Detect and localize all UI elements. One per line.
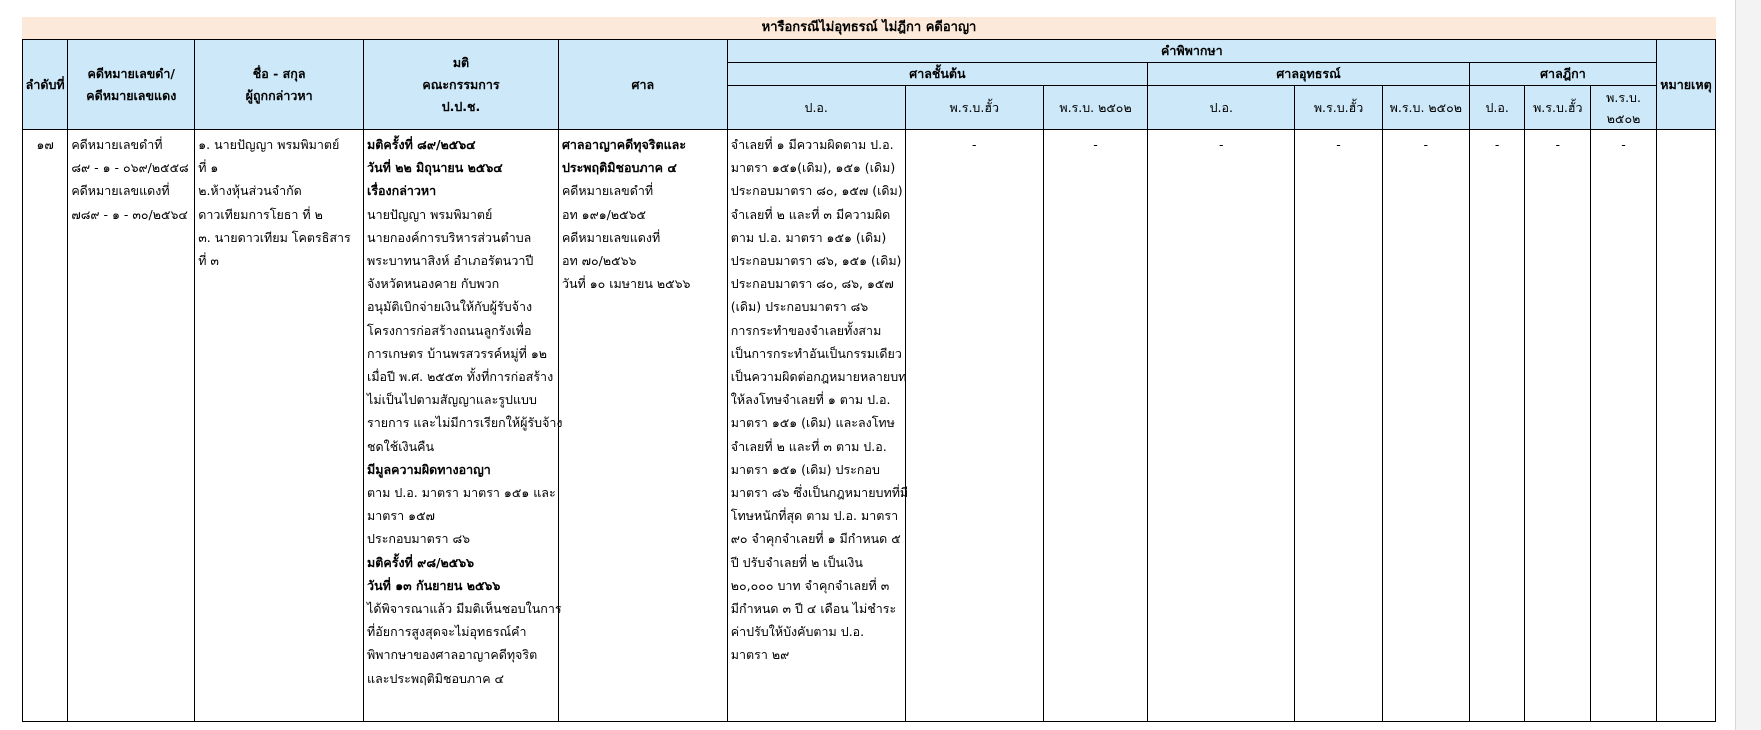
scroll-gutter <box>1735 0 1761 730</box>
header-supreme-court: ศาลฎีกา <box>1469 63 1656 86</box>
cell-appeal-act-2502: - <box>1382 130 1469 722</box>
text-line: นายปัญญา พรมพิมาตย์ <box>367 206 493 222</box>
cell-first-court-criminal-code <box>727 130 909 722</box>
text-line: ที่อัยการสูงสุดจะไม่อุทธรณ์คำ <box>367 624 527 640</box>
text-line: มีมูลความผิดทางอาญา <box>367 461 491 477</box>
text-line: เรื่องกล่าวหา <box>367 183 437 199</box>
cell-supreme-criminal-code: - <box>1469 130 1525 722</box>
text-line: โทษหนักที่สุด ตาม ป.อ. มาตรา <box>730 508 899 524</box>
cell-accused: ๑. นายปัญญา พรมพิมาตย์ ที่ ๑ ๒.ห้างหุ้นส่วนจำกัด ดาวเทียมการโยธา ที่ ๒ ๓. นายดาวเทียม โคตรธิสาร ที่ ๓ <box>195 130 364 722</box>
text-line: วันที่ ๑๐ เมษายน ๒๕๖๖ <box>561 276 691 292</box>
cell-supreme-act-2502: - <box>1591 130 1657 722</box>
text-line: คดีหมายเลขแดงที่ <box>561 229 661 245</box>
text-line: คดีหมายเลขดำที่ <box>561 183 654 199</box>
text-line: ไม่เป็นไปตามสัญญาและรูปแบบ <box>367 392 537 408</box>
header-case-no: คดีหมายเลขดำ/ คดีหมายเลขแดง <box>68 40 195 130</box>
text-line: ชดใช้เงินคืน <box>367 438 435 454</box>
header-supreme-act-2502: พ.ร.บ. ๒๕๐๒ <box>1591 86 1657 130</box>
text-line: วันที่ ๑๓ กันยายน ๒๕๖๖ <box>367 577 501 593</box>
text-line: มติครั้งที่ ๘๙/๒๕๖๔ <box>367 137 476 152</box>
text-line: พิพากษาของศาลอาญาคดีทุจริต <box>367 647 538 663</box>
cell-resolution <box>364 130 563 722</box>
text-line: ได้พิจารณาแล้ว มีมติเห็นชอบในการ <box>367 601 562 617</box>
cell-first-org-act: - <box>905 130 1043 722</box>
text-line: ประกอบมาตรา ๘๖, ๑๕๑ (เดิม) <box>730 253 902 269</box>
text-line: อนุมัติเบิกจ่ายเงินให้กับผู้รับจ้าง <box>367 299 533 315</box>
cell-first-act-2502: - <box>1043 130 1147 722</box>
text-line: ตาม ป.อ. มาตรา ๑๕๑ (เดิม) <box>730 229 887 245</box>
text-line: มาตรา ๑๕๑ (เดิม) และลงโทษ <box>730 415 895 431</box>
cell-case-no: คดีหมายเลขดำที่ ๘๙ - ๑ - ๐๖๙/๒๕๕๘ คดีหมายเลขแดงที่ ๗๘๙ - ๑ - ๓๐/๒๕๖๔ <box>68 130 195 722</box>
text-line: จังหวัดหนองคาย กับพวก <box>367 276 500 292</box>
header-resolution: มติ คณะกรรมการ ป.ป.ช. <box>364 40 559 130</box>
header-appeal-court: ศาลอุทธรณ์ <box>1148 63 1470 86</box>
header-remarks: หมายเหตุ <box>1656 40 1715 130</box>
header-court: ศาล <box>558 40 727 130</box>
header-appeal-act-2502: พ.ร.บ. ๒๕๐๒ <box>1382 86 1469 130</box>
header-seq: ลำดับที่ <box>23 40 68 130</box>
text-line: โครงการก่อสร้างถนนลูกรังเพื่อ <box>367 322 532 338</box>
text-line: ประกอบมาตรา ๘๐, ๑๕๗ (เดิม) <box>730 183 903 199</box>
text-line: การกระทำของจำเลยทั้งสาม <box>730 322 882 338</box>
header-judgment: คำพิพากษา <box>727 40 1656 63</box>
text-line: ประกอบมาตรา ๘๖ <box>367 531 471 547</box>
text-line: วันที่ ๒๒ มิถุนายน ๒๕๖๔ <box>367 160 503 176</box>
cell-appeal-org-act: - <box>1295 130 1382 722</box>
text-line: นายกองค์การบริหารส่วนตำบล <box>367 229 532 245</box>
cell-appeal-criminal-code: - <box>1148 130 1295 722</box>
text-line: เมื่อปี พ.ศ. ๒๕๕๓ ทั้งที่การก่อสร้าง <box>367 369 554 385</box>
text-line: มาตรา ๑๕๗ <box>367 508 435 524</box>
text-line: การเกษตร บ้านพรสวรรค์หมู่ที่ ๑๒ <box>367 345 547 361</box>
text-line: ค่าปรับให้บังคับตาม ป.อ. <box>730 624 865 640</box>
header-first-act-2502: พ.ร.บ. ๒๕๐๒ <box>1043 86 1147 130</box>
text-line: อท ๑๙๑/๒๕๖๕ <box>561 206 646 222</box>
text-line: ตาม ป.อ. มาตรา มาตรา ๑๕๑ และ <box>367 485 556 501</box>
header-appeal-criminal-code: ป.อ. <box>1148 86 1295 130</box>
text-line: (เดิม) ประกอบมาตรา ๘๖ <box>730 299 869 315</box>
case-table <box>22 39 1716 722</box>
text-line: อท ๗๐/๒๕๖๖ <box>561 253 637 269</box>
cell-court <box>558 130 727 722</box>
header-supreme-org-act: พ.ร.บ.ฮั้ว <box>1525 86 1591 130</box>
header-first-court: ศาลชั้นต้น <box>727 63 1147 86</box>
table-row <box>23 130 1716 722</box>
table-title: หารือกรณีไม่อุทธรณ์ ไม่ฎีกา คดีอาญา <box>22 17 1716 39</box>
header-first-org-act: พ.ร.บ.ฮั้ว <box>905 86 1043 130</box>
cell-seq: ๑๗ <box>23 130 68 722</box>
text-line: มติครั้งที่ ๙๘/๒๕๖๖ <box>367 554 475 570</box>
text-line: ประพฤติมิชอบภาค ๔ <box>561 160 677 176</box>
text-line: จำเลยที่ ๒ และที่ ๓ มีความผิด <box>730 206 891 222</box>
text-line: ให้ลงโทษจำเลยที่ ๑ ตาม ป.อ. <box>730 392 891 408</box>
cell-remarks <box>1656 130 1715 722</box>
header-appeal-org-act: พ.ร.บ.ฮั้ว <box>1295 86 1382 130</box>
text-line: จำเลยที่ ๑ มีความผิดตาม ป.อ. <box>730 137 894 152</box>
text-line: และประพฤติมิชอบภาค ๔ <box>367 670 504 686</box>
text-line: ศาลอาญาคดีทุจริตและ <box>561 137 687 152</box>
text-line: รายการ และไม่มีการเรียกให้ผู้รับจ้าง <box>367 415 563 431</box>
text-line: ประกอบมาตรา ๘๐, ๘๖, ๑๕๗ <box>730 276 894 292</box>
cell-supreme-org-act: - <box>1525 130 1591 722</box>
text-line: ๙๐ จำคุกจำเลยที่ ๑ มีกำหนด ๕ <box>730 531 901 547</box>
text-line: มาตรา ๒๙ <box>730 647 790 663</box>
text-line: มาตรา ๑๕๑(เดิม), ๑๕๑ (เดิม) <box>730 160 896 176</box>
gutter-divider <box>1735 0 1736 730</box>
header-supreme-criminal-code: ป.อ. <box>1469 86 1525 130</box>
text-line: เป็นความผิดต่อกฎหมายหลายบท <box>730 369 907 385</box>
text-line: เป็นการกระทำอันเป็นกรรมเดียว <box>730 345 902 361</box>
text-line: จำเลยที่ ๒ และที่ ๓ ตาม ป.อ. <box>730 438 887 454</box>
text-line: มาตรา ๑๕๑ (เดิม) ประกอบ <box>730 461 880 477</box>
text-line: ๒๐,๐๐๐ บาท จำคุกจำเลยที่ ๓ <box>730 577 890 593</box>
text-line: พระบาทนาสิงห์ อำเภอรัตนวาปี <box>367 253 534 269</box>
header-accused: ชื่อ - สกุล ผู้ถูกกล่าวหา <box>195 40 364 130</box>
text-line: ปี ปรับจำเลยที่ ๒ เป็นเงิน <box>730 554 863 570</box>
text-line: มีกำหนด ๓ ปี ๔ เดือน ไม่ชำระ <box>730 601 897 617</box>
header-first-criminal-code: ป.อ. <box>727 86 905 130</box>
text-line: มาตรา ๘๖ ซึ่งเป็นกฎหมายบทที่มี <box>730 485 909 501</box>
